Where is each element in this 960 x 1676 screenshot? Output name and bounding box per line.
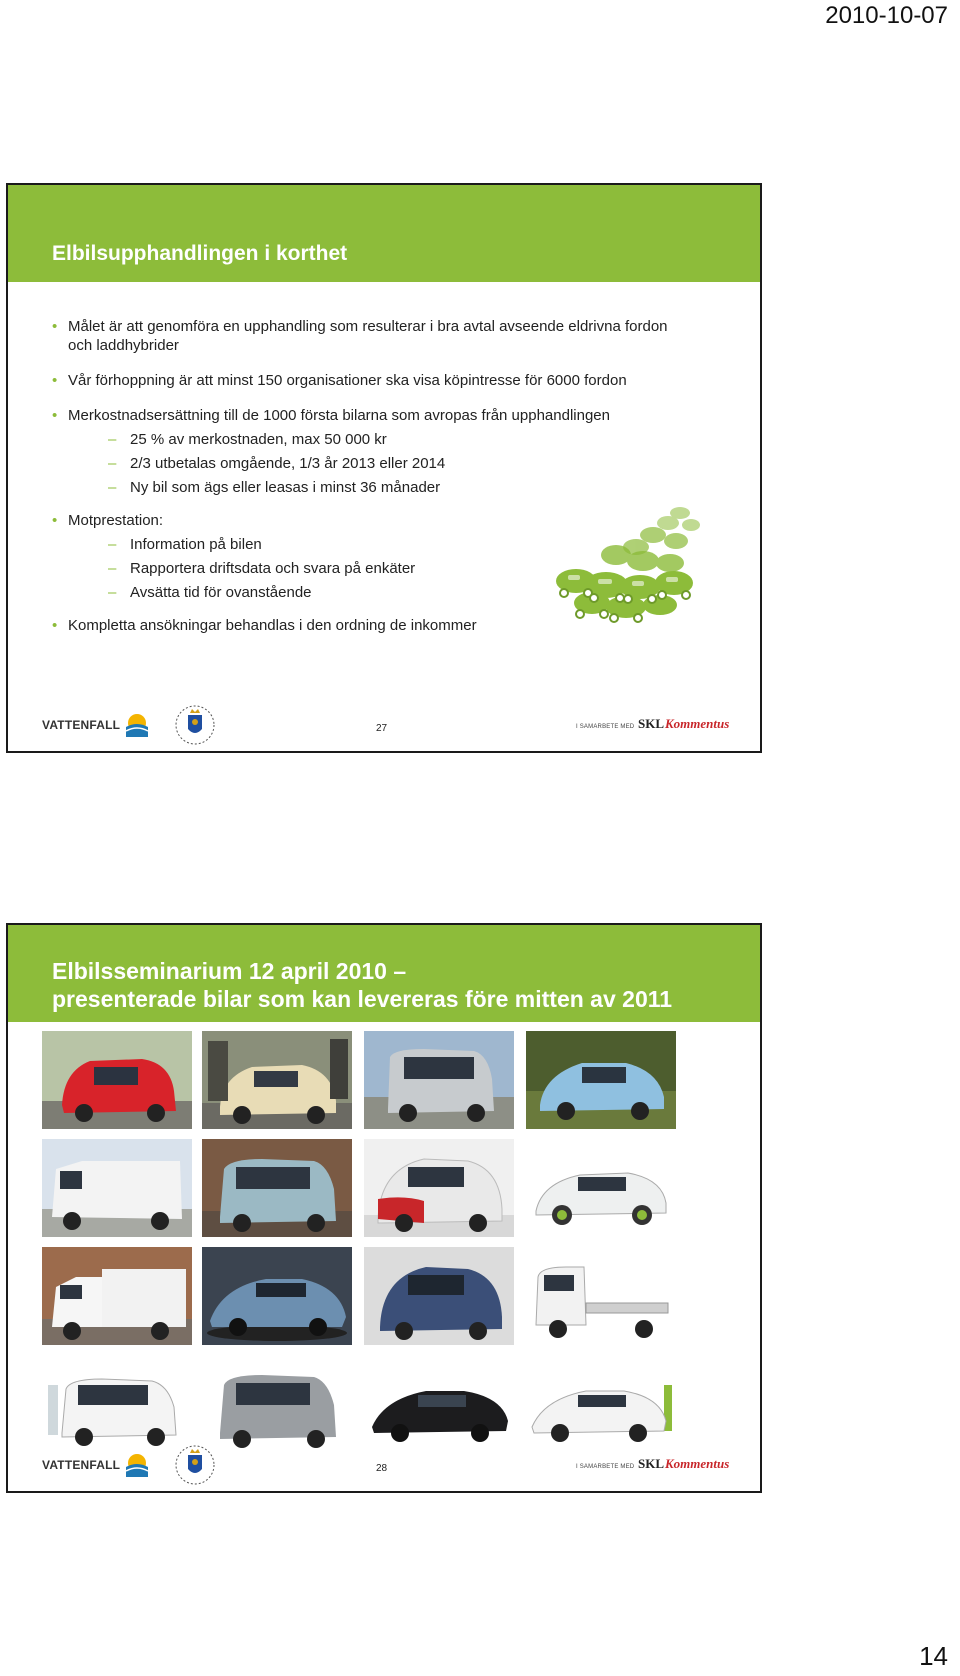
car-photo-blue-leaf	[526, 1031, 676, 1129]
car-photo-white-kangoo-charging	[42, 1355, 192, 1453]
vattenfall-wordmark: VATTENFALL	[42, 718, 121, 732]
car-photo-white-fluence-charging	[526, 1355, 676, 1453]
title-line-1: Elbilsseminarium 12 april 2010 –	[52, 958, 407, 984]
bullet-text: Merkostnadsersättning till de 1000 första bilarna som avropas från upphandlingen	[68, 407, 610, 424]
car-photo-flatbed-truck	[526, 1247, 676, 1345]
car-photo-silver-van	[364, 1031, 514, 1129]
car-photo-grey-kangoo	[202, 1355, 352, 1453]
partner-label: I SAMARBETE MED	[576, 724, 635, 730]
sub-bullet: – Avsätta tid för ovanstående	[68, 583, 692, 602]
slide-28	[6, 923, 762, 1493]
car-photo-teal-kangoo	[202, 1139, 352, 1237]
bullet-item	[52, 317, 692, 355]
bullet-text: Kompletta ansökningar behandlas i den ordning de inkommer	[68, 617, 477, 634]
kommentus-wordmark: Kommentus	[665, 1456, 730, 1471]
title-line-2: presenterade bilar som kan levereras före mitten av 2011	[52, 986, 673, 1012]
slide-27	[6, 183, 762, 753]
slide-title	[52, 957, 672, 1013]
car-photo-white-van	[42, 1139, 192, 1237]
partner-label: I SAMARBETE MED	[576, 1464, 635, 1470]
slide-number: 27	[376, 723, 388, 734]
bullet-item	[52, 406, 692, 497]
car-photo-white-volvo	[526, 1139, 676, 1237]
car-photo-grid	[42, 1031, 732, 1451]
slide-footer	[8, 701, 760, 751]
vattenfall-sun-icon	[124, 713, 150, 737]
sub-bullet: – Information på bilen	[68, 535, 692, 554]
car-photo-black-fluence	[364, 1355, 514, 1453]
skl-kommentus-logo	[638, 1456, 729, 1472]
skl-kommentus-logo	[638, 716, 729, 732]
skl-wordmark: SKL	[638, 716, 665, 731]
bullet-text: Målet är att genomföra en upphandling som resulterar i bra avtal avseende eldrivna fordon och laddhybrider	[68, 318, 668, 354]
sub-bullet: – Ny bil som ägs eller leasas i minst 36 månader	[68, 478, 692, 497]
page-date: 2010-10-07	[825, 2, 948, 29]
slide-footer	[8, 1441, 760, 1491]
bullet-text: Vår förhoppning är att minst 150 organisationer ska visa köpintresse för 6000 fordon	[68, 372, 627, 389]
car-photo-cream-fiat	[202, 1031, 352, 1129]
sub-bullet: – 2/3 utbetalas omgående, 1/3 år 2013 eller 2014	[68, 454, 692, 473]
car-photo-red-city-car	[42, 1031, 192, 1129]
vattenfall-logo	[42, 711, 150, 739]
stockholm-stad-logo	[174, 703, 216, 747]
skl-wordmark: SKL	[638, 1456, 665, 1471]
vattenfall-wordmark: VATTENFALL	[42, 1458, 121, 1472]
vattenfall-logo	[42, 1451, 150, 1479]
car-photo-dark-blue-ion	[364, 1247, 514, 1345]
page-number: 14	[919, 1641, 948, 1671]
sub-bullet: – Rapportera driftsdata och svara på enkäter	[68, 559, 692, 578]
car-photo-blue-fluence-concept	[202, 1247, 352, 1345]
title-band	[8, 185, 760, 282]
slide-number: 28	[376, 1463, 388, 1474]
bullet-text: Motprestation:	[68, 512, 164, 529]
car-photo-white-box-van	[42, 1247, 192, 1345]
kommentus-wordmark: Kommentus	[665, 716, 730, 731]
sub-bullet: – 25 % av merkostnaden, max 50 000 kr	[68, 430, 692, 449]
car-photo-imiev	[364, 1139, 514, 1237]
slide-title: Elbilsupphandlingen i korthet	[52, 242, 348, 265]
stockholm-stad-logo	[174, 1443, 216, 1487]
green-cars-illustration	[548, 503, 708, 623]
vattenfall-sun-icon	[124, 1453, 150, 1477]
bullet-item	[52, 371, 692, 390]
